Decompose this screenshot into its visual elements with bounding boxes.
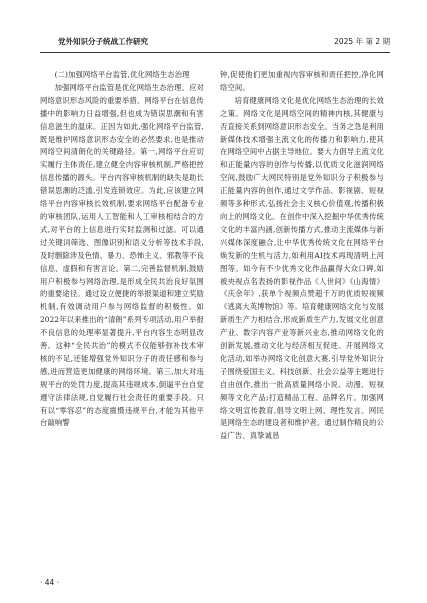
body-paragraph-continued: 钟,促使他们更加重视内容审核和责任把控,净化网络空间。 (220, 70, 384, 92)
running-header (40, 36, 390, 50)
section-subheading: (二)加强网络平台监管,优化网络生态治理 (54, 70, 190, 79)
right-column (220, 69, 384, 443)
body-paragraph: 加强网络平台监管是优化网络生态治理、应对网络意识形态风险的重要举措。网络平台在信息传播中的影响力日益增强,但也成为错误思潮和有害信息滋生的温床。正因为如此,强化网络平台监管,既是维护网络意识形态安全的必然要求,也是推动网络空间清朗化的关键路径。第一,网络平台应切实履行主体责任,建立健全内容审核机制,严格把控信息传播的源头。平台内容审核机制的缺失是助长错误思潮的泛滥,引发连锁效应。为此,应该建立网络平台内容审核长效机制,要求网络平台配备专业的审核团队,运用人工智能和人工审核相结合的方式,对平台的上信息进行实时监测和过滤。可以通过关键词筛选、图像识别和语义分析等技术手段,及时删除涉及色情、暴力、恐怖主义、邪教等不良信息、虚假和有害言论。第二,完善监督机制,鼓励用户积极参与网络治理,是形成全民共治良好氛围的重要途径。通过设立便捷的举报渠道和建立奖励机制,有效调动用户参与网络监督的积极性。如2022年以来推出的“清朗”系列专项活动,用户举报不良信息的处理率显著提升,平台内容生态明显改善。这种“全民共治”的模式不仅能够弥补技术审核的不足,还能增强党外知识分子的责任感和参与感,进而营造更加健康的网络环境。第三,加大对违规平台的处罚力度,提高其违规成本,倒逼平台自觉遵守法律法规,自觉履行社会责任的重要手段。只有以“零容忍”的态度震慑违规平台,才能为其他平台敲响警 (40, 82, 204, 428)
body-paragraph: 培育健康网络文化是优化网络生态治理的长效之策。网络文化是网络空间的精神内核,其健康与否直接关系到网络意识形态安全。当务之急是利用新媒体技术增强主流文化的传播力和影响力,使其在网络空间中占据主导地位。要大力倡导主流文化和正能量内容的创作与传播,以优质文化滋润网络空间,鼓励广大网民特别是党外知识分子积极参与正能量内容的创作,通过文学作品、影视剧、短视频等多种形式,弘扬社会主义核心价值观,传播积极向上的网络文化。在创作中深入挖掘中华优秀传统文化的丰富内涵,创新传播方式,推动主流媒体与新兴媒体深度融合,让中华优秀传统文化在网络平台焕发新的生机与活力,如利用AI技术再现清明上河图等。如今有不少优秀文化作品赢得大众口碑,如被央视点名表扬的影视作品《人世间》《山海情》《庆余年》,获单个视频点赞超千万的优质短视频《逃离大英博物馆》等。培育健康网络文化与发展新质生产力相结合,形成新质生产力,发展文化创意产业、数字内容产业等新兴业态,推动网络文化的创新发展,推动文化与经济相互促进。开展网络文化活动,如举办网络文化创意大赛,引导党外知识分子围绕爱国主义、科技创新、社会公益等主题进行自由创作,推出一批高质量网络小说、动漫、短视频等文化产品;打造精品工程、品牌名片。加强网络文明宣传教育,倡导文明上网、理性发言。网民是网络生态的建设者和维护者。通过制作精良的公益广告、真挚诚恳 (220, 95, 384, 441)
journal-title: 党外知识分子统战工作研究 (58, 37, 148, 46)
left-column (40, 69, 204, 430)
header-rule (40, 52, 390, 53)
issue-label: 2025 年 第 2 期 (334, 37, 390, 46)
page-number: · 44 · (40, 578, 60, 587)
